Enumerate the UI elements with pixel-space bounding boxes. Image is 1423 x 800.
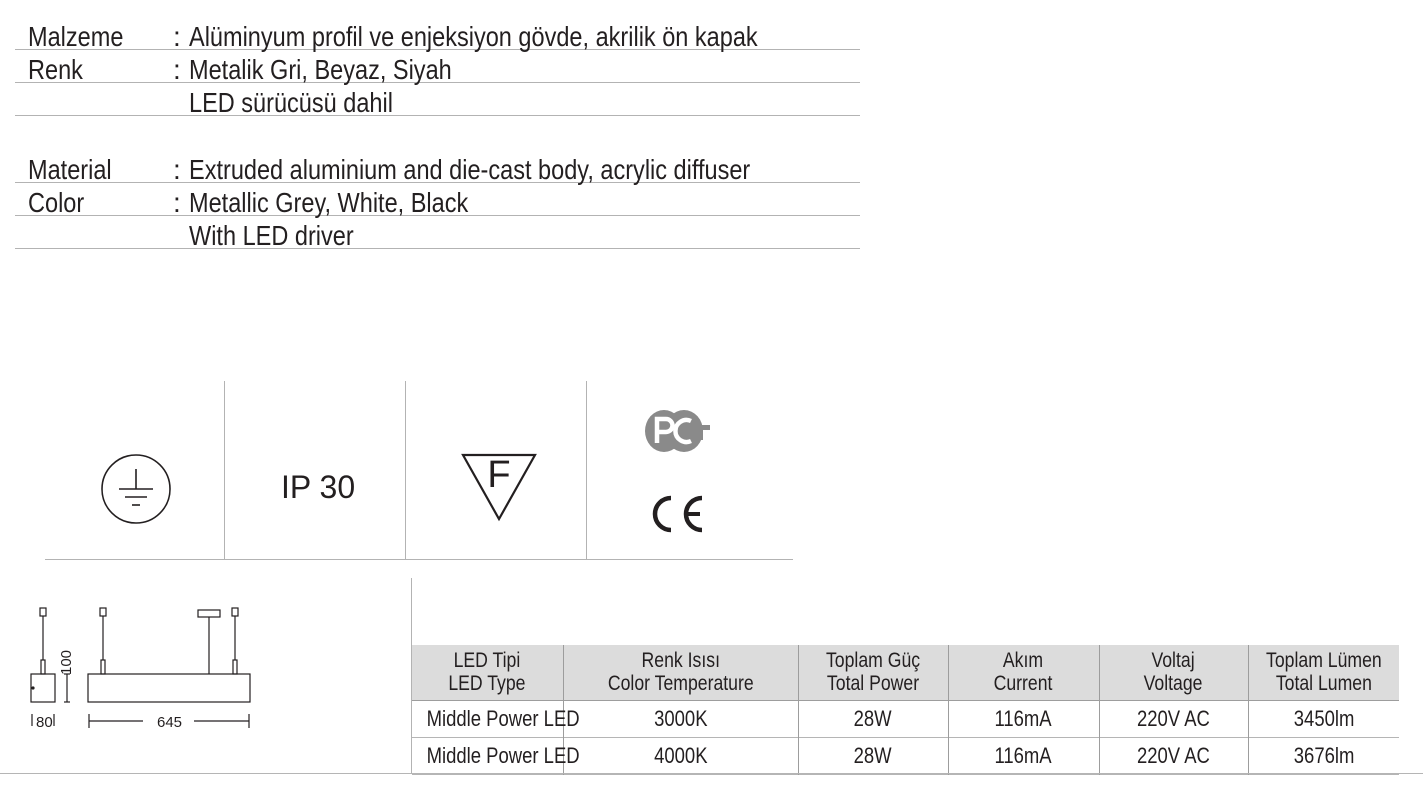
header-voltage: Voltaj Voltage: [1099, 645, 1248, 700]
spec-value: Metalik Gri, Beyaz, Siyah: [189, 54, 452, 85]
cell-voltage: 220V AC: [1099, 737, 1248, 774]
dimension-height: 100: [58, 649, 75, 675]
spec-row-driver-tr: [15, 82, 860, 116]
spec-value: Alüminyum profil ve enjeksiyon gövde, akrilik ön kapak: [189, 21, 758, 52]
cell-total-power: 28W: [798, 737, 948, 774]
cell-led-type: Middle Power LED: [426, 742, 580, 768]
cert-divider: [405, 381, 406, 559]
table-row: [412, 700, 1399, 737]
spec-label: Color: [28, 187, 85, 218]
ce-mark-icon: [646, 494, 706, 534]
spec-label: Malzeme: [28, 21, 124, 52]
protective-earth-icon: [99, 453, 173, 525]
spec-row-driver-en: [15, 215, 860, 249]
spec-colon: :: [173, 21, 181, 52]
spec-colon: :: [173, 54, 181, 85]
spec-label: Renk: [28, 54, 83, 85]
product-dimension-drawing: [20, 600, 260, 730]
header-total-power: Toplam Güç Total Power: [798, 645, 948, 700]
spec-colon: :: [173, 187, 181, 218]
cell-total-power: 28W: [798, 700, 948, 737]
page-bottom-rule: [0, 773, 1423, 774]
dimension-length: 645: [157, 714, 183, 731]
cert-divider: [224, 381, 225, 559]
cell-total-lumen: 3676lm: [1248, 737, 1399, 774]
table-header-row: [412, 645, 1399, 700]
header-current: Akım Current: [948, 645, 1099, 700]
cell-led-type: Middle Power LED: [426, 705, 580, 731]
spec-row-renk: [15, 49, 860, 83]
pct-mark-icon: [642, 406, 712, 456]
cell-voltage: 220V AC: [1099, 700, 1248, 737]
cell-color-temperature: 3000K: [563, 700, 798, 737]
header-led-type: LED Tipi LED Type: [448, 649, 526, 696]
cert-baseline: [45, 559, 793, 560]
cell-current: 116mA: [948, 737, 1099, 774]
spec-row-color: [15, 182, 860, 216]
spec-colon: :: [173, 154, 181, 185]
header-total-lumen: Toplam Lümen Total Lumen: [1248, 645, 1399, 700]
f-mark-icon: [460, 452, 538, 522]
ip-rating: IP 30: [281, 469, 356, 505]
spec-value: Metallic Grey, White, Black: [189, 187, 469, 218]
spec-row-material: [15, 149, 860, 183]
spec-row-malzeme: [15, 16, 860, 50]
f-mark-letter: F: [487, 454, 511, 496]
cert-divider: [586, 381, 587, 559]
spec-value: LED sürücüsü dahil: [189, 87, 393, 118]
led-spec-table: [412, 645, 1399, 775]
header-color-temperature: Renk Isısı Color Temperature: [563, 645, 798, 700]
cell-current: 116mA: [948, 700, 1099, 737]
cell-color-temperature: 4000K: [563, 737, 798, 774]
cell-total-lumen: 3450lm: [1248, 700, 1399, 737]
spec-value: Extruded aluminium and die-cast body, acrylic diffuser: [189, 154, 751, 185]
table-row: [412, 737, 1399, 774]
dimension-width: 80: [36, 714, 53, 731]
spec-value: With LED driver: [189, 220, 354, 251]
spec-label: Material: [28, 154, 112, 185]
